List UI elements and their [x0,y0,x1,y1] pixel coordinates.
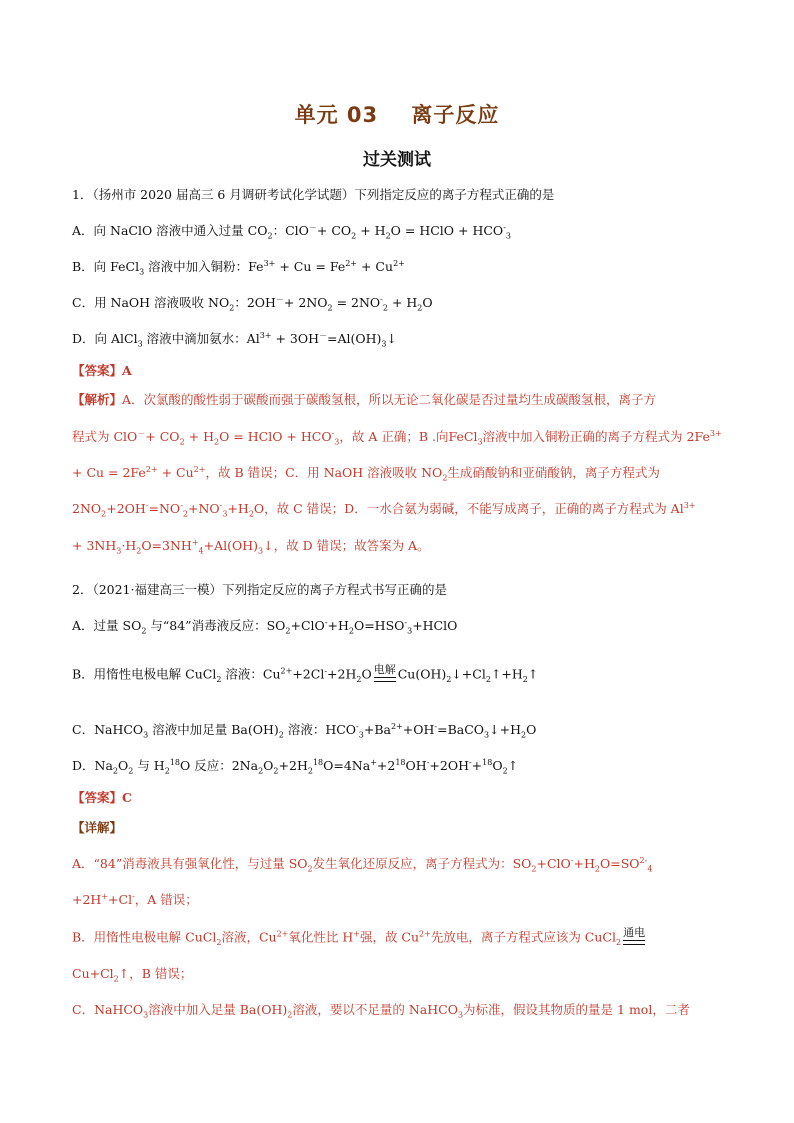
q1-analysis-text-2a: 程式为 ClO [72,429,138,444]
q2-option-a: A．过量 $SO_2$ 与“84”消毒液反应：$SO_2+ClO^-+H_2O=HSO^-_3+HClO$ [72,617,458,636]
page-title: 单元 03 离子反应 [294,103,500,127]
q2-option-b-text: B．用惰性电极电解 CuCl [72,666,217,682]
q2-detail-b-line-2: $Cu+Cl_2↑$，B 错误； [72,966,193,984]
q1-stem: 1．（扬州市 2020 届高三 6 月调研考试化学试题）下列指定反应的离子方程式正确的是 [72,187,555,202]
q1-option-c: C．用 NaOH 溶液吸收 $NO_2$：$2OH^-+ 2NO_2 = 2NO^-_2 + H_2O$ [72,294,433,313]
q1-analysis-line-5: + $3NH_3\cdot H_2O=3NH^+_4+Al(OH)_3↓$，故 D 错误；故答案为 A。 [72,537,430,556]
q1-analysis-line-4: $2NO_2+2OH^-=NO^-_2+NO^-_3+H_2O$，故 C 错误；D．一水合氨为弱碱，不能写成离子，正确的离子方程式为 $Al^{3+}$ [72,500,696,519]
electrolysis-condition-label: 电解 [373,663,396,676]
electrolysis-condition-sign [374,664,396,686]
q2-option-b: B．用惰性电极电解 CuCl$_2$ 溶液：$Cu^{2+}+2Cl^-+2H_2O$ 电解 $Cu(OH)_2↓+Cl_2↑+H_2↑$ [72,663,539,684]
q1-option-a: A．向 NaClO 溶液中通入过量 $CO_2$：$ClO^-+ CO_2 + H_2O$ = HClO + $HCO^-_3$ [72,222,511,241]
q1-option-b-text: B．向 FeCl [72,259,140,274]
q2-detail-a-line-1: A．“84”消毒液具有强氧化性，与过量 $SO_2$发生氧化还原反应，离子方程式为：$SO_2+ClO^-+H_2O=SO^{2-}_4$ [72,855,653,874]
q2-detail-b-text-2b: ↑，B 错误； [118,966,193,981]
electrolysis-power-label: 通电 [623,926,646,939]
q1-analysis-text-3a: + Cu = 2Fe [72,465,146,480]
q2-detail-b-text-1e: 先放电，离子方程式应该为 CuCl [430,929,616,945]
q2-detail-c-text-1b: 溶液中加入足量 Ba(OH) [148,1002,288,1017]
q1-analysis-line-3: + $Cu = 2Fe^{2+} + Cu^{2+}$，故 B 错误；C．用 NaOH 溶液吸收 $NO_2$生成硝酸钠和亚硝酸钠，离子方程式为 [72,464,660,483]
q2-detail-b-text-1d: 强，故 Cu [359,929,420,945]
q1-analysis-text-5a: + 3NH [72,538,117,553]
q1-option-b: B．向 FeCl$_3$ 溶液中加入铜粉：$Fe^{3+} + Cu = Fe^{2+} + Cu^{2+}$ [72,258,405,277]
q2-detail-b-line-1: B．用惰性电极电解 CuCl$_2$溶液，$Cu^{2+}$氧化性比 H+强，故 $Cu^{2+}$先放电，离子方程式应该为 CuCl$_2$ 通电 [72,926,646,947]
q1-option-d-text: D．向 AlCl [72,331,138,346]
q1-analysis-text-4b: ，故 C 错误；D．一水合氨为弱碱，不能写成离子，正确的离子方程式为 Al [264,501,684,516]
q2-option-d: D．$Na_2O_2$ 与 $H_2^{18}O$ 反应：$2Na_2O_2+2H_2^{18}O=4Na^++2^{18}OH^-+2OH^-+^{18}O_2↑$ [72,757,519,776]
q2-detail-b-text-1: B．用惰性电极电解 CuCl [72,929,217,945]
q2-answer: 【答案】C [72,790,132,805]
q1-answer: 【答案】A [72,363,132,378]
q2-detail-a-text-1: A．“84”消毒液具有强氧化性，与过量 SO [72,856,308,871]
q2-detail-a-line-2: +2H++Cl-，A 错误； [72,891,198,907]
q2-option-c-text: C．NaHCO [72,722,144,737]
q1-analysis-line-1 [72,391,656,409]
page-subtitle: 过关测试 [363,150,431,170]
q2-detail-c-text-1: C．NaHCO [72,1002,144,1017]
q2-detail-a-text-2b: ，A 错误； [134,892,198,907]
q1-option-d: D．向 AlCl$_3$ 溶液中滴加氨水：$Al^{3+}$ + $3OH^-=Al(OH)_3↓$ [72,330,397,349]
q2-option-c: C．NaHCO$_3$ 溶液中加足量 $Ba(OH)_2$ 溶液：$HCO^-_3+Ba^{2+}+OH^-=BaCO_3↓+H_2O$ [72,721,537,740]
q1-analysis-label: 【解析】 [72,392,123,407]
q1-analysis-text-2b: ，故 A 正确；B .向FeCl [339,429,478,444]
electrolysis-power-sign [623,927,645,949]
q1-analysis-text-1: A．次氯酸的酸性弱于碳酸而强于碳酸氢根，所以无论二氧化碳是否过量均生成碳酸氢根，离子方 [122,392,657,407]
q1-option-c-text: C．用 NaOH 溶液吸收 NO [72,295,230,310]
q2-option-d-text: D．Na [72,758,113,773]
q2-detail-b-text-1b: 溶液，Cu [221,929,277,945]
q1-option-a-text: A．向 NaClO 溶液中通入过量 CO [72,223,268,238]
q2-detail-a-text-1b: 发生氧化还原反应，离子方程式为：SO [312,856,532,871]
q2-detail-c-line-1: C．NaHCO$_3$溶液中加入足量 $Ba(OH)_2$溶液，要以不足量的 NaHCO$_3$为标准，假设其物质的量是 1 mol，二者 [72,1002,690,1020]
q2-detail-b-text-2: Cu+Cl [72,966,114,981]
q1-analysis-text-3c: 生成硝酸钠和亚硝酸钠，离子方程式为 [447,465,660,480]
q1-analysis-text-4a: 2NO [72,501,102,516]
q2-detail-label: 【详解】 [72,820,123,835]
q1-analysis-text-3b: ，故 B 错误；C．用 NaOH 溶液吸收 NO [205,465,443,480]
q2-option-a-text: A．过量 SO [72,618,142,633]
q1-analysis-text-5b: ，故 D 错误；故答案为 A。 [273,538,430,553]
q1-analysis-text-2c: 溶液中加入铜粉正确的离子方程式为 2Fe [482,429,710,444]
q2-detail-b-text-1c: 氧化性比 H [288,929,354,945]
q2-detail-c-text-1d: 为标准，假设其物质的量是 1 mol，二者 [463,1002,690,1017]
q2-stem: 2．（2021·福建高三一模）下列指定反应的离子方程式书写正确的是 [72,582,447,597]
q2-detail-c-text-1c: 溶液，要以不足量的 NaHCO [292,1002,458,1017]
q1-analysis-line-2: 程式为 $ClO^-+ CO_2 + H_2O$ = HClO + $HCO^-_3$，故 A 正确；B .向FeCl$_3$溶液中加入铜粉正确的离子方程式为 $2Fe^{3+}$ [72,428,722,447]
q2-detail-a-text-2: +2H [72,892,102,907]
